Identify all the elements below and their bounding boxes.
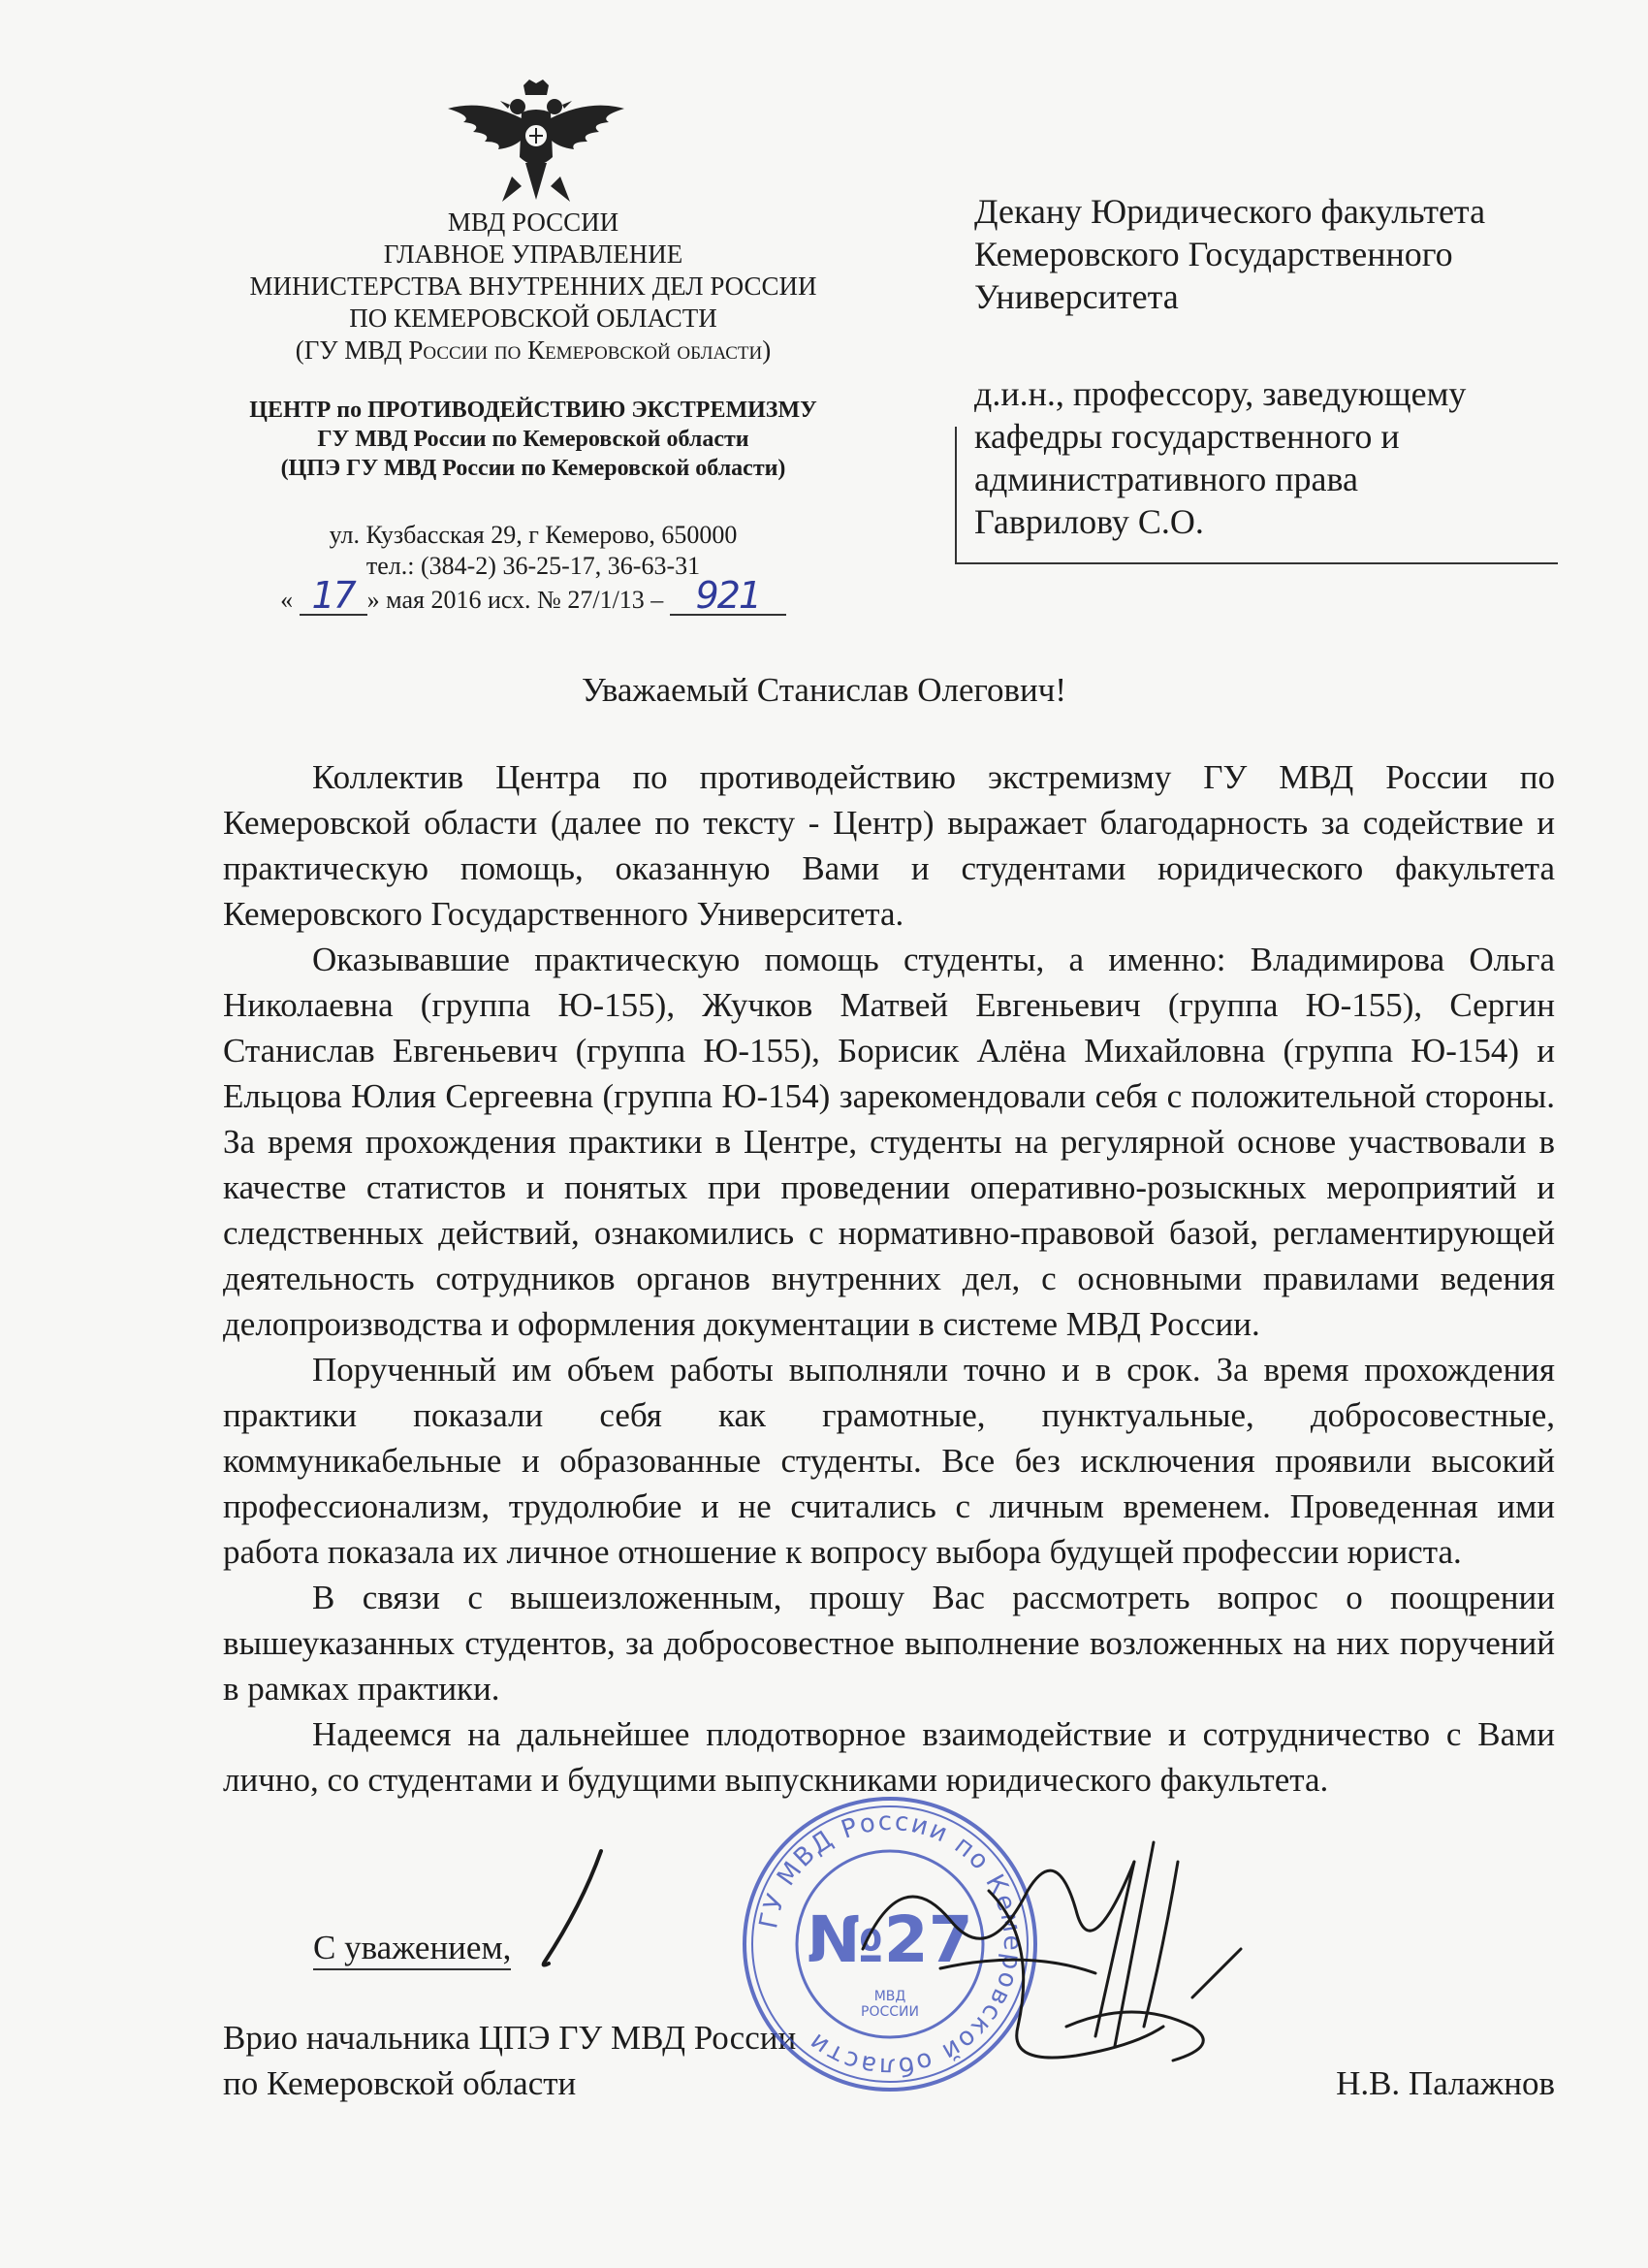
org-line: ПО КЕМЕРОВСКОЙ ОБЛАСТИ — [349, 303, 717, 333]
seal-ring-text: ГУ МВД России по Кемеровской области — [754, 1806, 1028, 2082]
addressee-line: Гаврилову С.О. — [974, 502, 1204, 541]
department-line: ЦЕНТР по ПРОТИВОДЕЙСТВИЮ ЭКСТРЕМИЗМУ — [249, 398, 817, 423]
department-header — [218, 396, 848, 483]
addressee-line: Декану Юридического факультета — [974, 192, 1486, 231]
addressee-line: д.и.н., профессору, заведующему — [974, 374, 1467, 413]
date-close-quote: » — [366, 586, 380, 614]
date-rest: мая 2016 исх. № 27/1/13 – — [386, 586, 664, 614]
body-paragraph: Коллектив Центра по противодействию экстремизму ГУ МВД России по Кемеровской области (далее по тексту - Центр) выражает благодарность за содействие и практическую помощь, оказанную Вами и студентами юридического факультета Кемеровского Государственного Университета. — [223, 758, 1555, 933]
handwritten-signature — [843, 1804, 1251, 2114]
seal-number: №27 — [807, 1902, 973, 1977]
addressee-line: кафедры государственного и — [974, 417, 1400, 456]
body-paragraph: В связи с вышеизложенным, прошу Вас рассмотреть вопрос о поощрении вышеуказанных студентов, за добросовестное выполнение возложенных на них поручений в рамках практики. — [223, 1579, 1555, 1708]
signatory-position — [223, 2015, 796, 2106]
body-paragraph: Порученный им объем работы выполняли точно и в срок. За время прохождения практики показали себя как грамотные, пунктуальные, добросовестные, коммуникабельные и образованные студенты. Все без исключения проявили высокий профессионализм, трудолюбие и не считались с личным временем. Проведенная ими работа показала их личное отношение к вопросу выбора будущей профессии юриста. — [223, 1351, 1555, 1571]
date-day-field — [300, 574, 367, 617]
department-line: (ЦПЭ ГУ МВД России по Кемеровской области) — [280, 456, 786, 481]
body-paragraph: Оказывавшие практическую помощь студенты, а именно: Владимирова Ольга Николаевна (группа Ю-155), Жучков Матвей Евгеньевич (группа Ю-155), Сергин Станислав Евгеньевич (группа Ю-155), Борисик Алёна Михайловна (группа Ю-154) и Ельцова Юлия Сергеевна (группа Ю-154) зарекомендовали себя с положительной стороны. За время прохождения практики в Центре, студенты на регулярной основе участвовали в качестве статистов и понятых при проведении оперативно-розыскных мероприятий и следственных действий, ознакомились с нормативно-правовой базой, регламентирующей деятельность сотрудников органов внутренних дел, с основными правилами ведения делопроизводства и оформления документации в системе МВД России. — [223, 941, 1555, 1343]
position-line: по Кемеровской области — [223, 2064, 577, 2102]
closing-regards: С уважением, — [313, 1928, 511, 1970]
position-line: Врио начальника ЦПЭ ГУ МВД России — [223, 2019, 797, 2057]
body-paragraph: Надеемся на дальнейшее плодотворное взаимодействие и сотрудничество с Вами лично, со студентами и будущими выпускниками юридического факультета. — [223, 1715, 1555, 1799]
outgoing-number-handwritten: 921 — [695, 574, 761, 617]
addressee-line: Кемеровского Государственного — [974, 235, 1453, 273]
org-line: МИНИСТЕРСТВА ВНУТРЕННИХ ДЕЛ РОССИИ — [249, 272, 817, 301]
department-line: ГУ МВД России по Кемеровской области — [317, 427, 749, 452]
date-open-quote: « — [280, 586, 294, 614]
phone: тел.: (384-2) 36-25-17, 36-63-31 — [365, 552, 701, 580]
contacts-block — [218, 520, 848, 616]
org-line: МВД РОССИИ — [447, 208, 619, 237]
signatory-name: Н.В. Палажнов — [1336, 2064, 1555, 2102]
salutation: Уважаемый Станислав Олегович! — [581, 671, 1066, 709]
outgoing-number-field — [670, 574, 786, 617]
date-day-handwritten: 17 — [311, 574, 355, 617]
seal-subline: РОССИИ — [861, 2004, 919, 2020]
org-line: ГЛАВНОЕ УПРАВЛЕНИЕ — [383, 240, 683, 269]
org-line: (ГУ МВД России по Кемеровской области) — [295, 335, 772, 365]
organization-header — [218, 207, 848, 367]
mvd-eagle-emblem-icon — [444, 80, 628, 208]
addressee-line: административного права — [974, 460, 1358, 498]
pen-check-mark — [533, 1847, 620, 1973]
address: ул. Кузбасская 29, г Кемерово, 650000 — [329, 521, 738, 549]
letter-body — [223, 754, 1555, 1803]
addressee-block — [974, 190, 1614, 543]
addressee-line: Университета — [974, 277, 1179, 316]
date-and-number-line — [218, 574, 848, 617]
seal-subline: МВД — [873, 1989, 906, 2004]
